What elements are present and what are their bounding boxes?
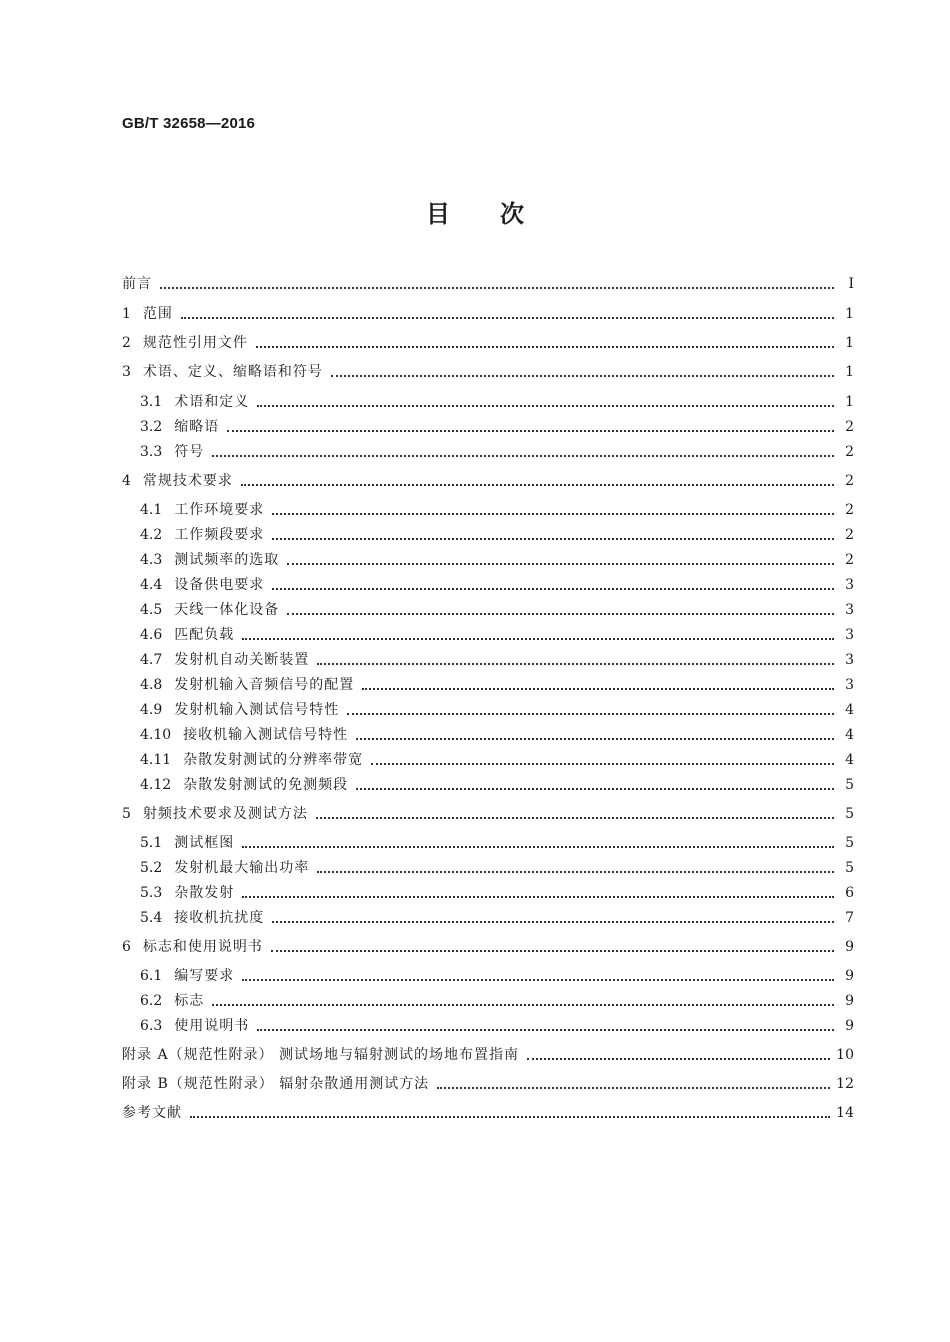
toc-entry-number: 3 xyxy=(122,364,131,380)
toc-entry[interactable] xyxy=(140,523,854,545)
toc-entry-page: 4 xyxy=(845,752,854,768)
toc-entry-page: Ⅰ xyxy=(848,276,854,292)
toc-entry-number: 5.1 xyxy=(140,835,163,851)
dot-leader xyxy=(271,944,834,952)
toc-entry-number: 4.12 xyxy=(140,777,172,793)
toc-entry-page: 4 xyxy=(845,727,854,743)
toc-entry-page: 2 xyxy=(845,527,854,543)
toc-entry-page: 3 xyxy=(845,602,854,618)
toc-entry[interactable] xyxy=(140,906,854,928)
toc-entry[interactable] xyxy=(122,360,854,382)
dot-leader xyxy=(181,311,834,319)
toc-entry-label: 常规技术要求 xyxy=(142,473,233,489)
toc-entry-number: 1 xyxy=(122,306,131,322)
toc-entry-label: 使用说明书 xyxy=(174,1018,250,1034)
dot-leader xyxy=(272,582,834,590)
toc-entry[interactable] xyxy=(122,302,854,324)
toc-entry[interactable] xyxy=(122,1072,854,1094)
dot-leader xyxy=(437,1081,830,1089)
toc-entry[interactable] xyxy=(140,723,854,745)
toc-entry-number: 4.6 xyxy=(140,627,163,643)
toc-entry-page: 2 xyxy=(845,502,854,518)
toc-entry-page: 5 xyxy=(845,806,854,822)
toc-entry-label: 接收机输入测试信号特性 xyxy=(183,727,349,743)
toc-entry-label: 标志和使用说明书 xyxy=(142,939,263,955)
toc-entry-number: 2 xyxy=(122,335,131,351)
toc-entry-label: 附录 B（规范性附录） 辐射杂散通用测试方法 xyxy=(122,1076,430,1092)
toc-entry[interactable] xyxy=(140,964,854,986)
toc-entry-page: 9 xyxy=(845,993,854,1009)
dot-leader xyxy=(257,399,834,407)
toc-entry-page: 14 xyxy=(836,1105,854,1121)
toc-entry[interactable] xyxy=(140,673,854,695)
dot-leader xyxy=(331,369,834,377)
dot-leader xyxy=(257,1023,834,1031)
toc-entry-number: 6.1 xyxy=(140,968,163,984)
toc-entry-number: 6 xyxy=(122,939,131,955)
toc-entry-number: 4.11 xyxy=(140,752,172,768)
dot-leader xyxy=(272,915,834,923)
toc-entry-label: 杂散发射 xyxy=(174,885,235,901)
dot-leader xyxy=(272,532,834,540)
dot-leader xyxy=(190,1110,830,1118)
toc-entry-number: 4.3 xyxy=(140,552,163,568)
toc-entry-page: 7 xyxy=(845,910,854,926)
toc-entry[interactable] xyxy=(122,331,854,353)
toc-entry[interactable] xyxy=(122,1043,854,1065)
toc-entry-label: 范围 xyxy=(142,306,173,322)
toc-entry[interactable] xyxy=(122,1101,854,1123)
toc-entry-label: 发射机自动关断装置 xyxy=(174,652,310,668)
toc-entry-label: 缩略语 xyxy=(174,419,220,435)
toc-entry-page: 5 xyxy=(845,835,854,851)
toc-entry-label: 射频技术要求及测试方法 xyxy=(142,806,308,822)
toc-entry[interactable] xyxy=(140,1014,854,1036)
toc-entry-label: 发射机输入音频信号的配置 xyxy=(174,677,355,693)
toc-entry[interactable] xyxy=(140,831,854,853)
toc-entry[interactable] xyxy=(140,498,854,520)
toc-entry[interactable] xyxy=(140,773,854,795)
dot-leader xyxy=(527,1052,830,1060)
toc-entry-number: 4 xyxy=(122,473,131,489)
toc-entry-label: 杂散发射测试的分辨率带宽 xyxy=(183,752,364,768)
toc-entry-label: 工作频段要求 xyxy=(174,527,265,543)
toc-entry[interactable] xyxy=(140,748,854,770)
toc-entry-number: 3.3 xyxy=(140,444,163,460)
toc-entry-page: 5 xyxy=(845,777,854,793)
toc-entry-number: 5.4 xyxy=(140,910,163,926)
toc-entry-number: 4.1 xyxy=(140,502,163,518)
toc-entry-number: 4.10 xyxy=(140,727,172,743)
dot-leader xyxy=(242,890,834,898)
toc-entry-label: 接收机抗扰度 xyxy=(174,910,265,926)
dot-leader xyxy=(242,973,834,981)
toc-entry-number: 5.3 xyxy=(140,885,163,901)
toc-entry-number: 6.2 xyxy=(140,993,163,1009)
dot-leader xyxy=(212,998,834,1006)
toc-entry-page: 5 xyxy=(845,860,854,876)
toc-entry-page: 6 xyxy=(845,885,854,901)
toc-entry-page: 2 xyxy=(845,552,854,568)
toc-entry-page: 9 xyxy=(845,939,854,955)
dot-leader xyxy=(160,281,834,289)
toc-entry-number: 6.3 xyxy=(140,1018,163,1034)
dot-leader xyxy=(272,507,834,515)
dot-leader xyxy=(371,757,834,765)
toc-entry[interactable] xyxy=(140,415,854,437)
toc-entry-label: 术语、定义、缩略语和符号 xyxy=(142,364,323,380)
toc-entry-label: 设备供电要求 xyxy=(174,577,265,593)
dot-leader xyxy=(256,340,834,348)
dot-leader xyxy=(317,865,834,873)
toc-entry[interactable] xyxy=(140,698,854,720)
standard-number: GB/T 32658—2016 xyxy=(122,115,256,132)
toc-entry[interactable] xyxy=(140,390,854,412)
toc-entry-label: 杂散发射测试的免测频段 xyxy=(183,777,349,793)
toc-entry[interactable] xyxy=(140,856,854,878)
toc-entry[interactable] xyxy=(140,598,854,620)
dot-leader xyxy=(347,707,834,715)
toc-entry[interactable] xyxy=(122,802,854,824)
toc-entry-number: 4.7 xyxy=(140,652,163,668)
toc-entry-page: 1 xyxy=(845,335,854,351)
toc-entry-page: 3 xyxy=(845,577,854,593)
toc-entry-number: 5 xyxy=(122,806,131,822)
toc-entry[interactable] xyxy=(140,623,854,645)
toc-entry-page: 1 xyxy=(845,306,854,322)
toc-entry-label: 术语和定义 xyxy=(174,394,250,410)
dot-leader xyxy=(242,632,834,640)
toc-entry-number: 4.8 xyxy=(140,677,163,693)
toc-entry-label: 发射机最大输出功率 xyxy=(174,860,310,876)
toc-entry-page: 2 xyxy=(845,473,854,489)
page-title: 目次 xyxy=(426,200,574,228)
dot-leader xyxy=(356,782,834,790)
toc-entry[interactable] xyxy=(140,440,854,462)
toc-entry[interactable] xyxy=(140,881,854,903)
toc-entry-label: 工作环境要求 xyxy=(174,502,265,518)
toc-entry-number: 3.2 xyxy=(140,419,163,435)
toc-entry-page: 9 xyxy=(845,968,854,984)
toc-entry-page: 10 xyxy=(836,1047,854,1063)
toc-entry-page: 2 xyxy=(845,444,854,460)
dot-leader xyxy=(242,840,834,848)
dot-leader xyxy=(212,449,834,457)
toc-entry[interactable] xyxy=(122,469,854,491)
toc-entry-number: 3.1 xyxy=(140,394,163,410)
toc-entry-label: 测试频率的选取 xyxy=(174,552,280,568)
dot-leader xyxy=(317,657,834,665)
toc-entry[interactable] xyxy=(140,573,854,595)
toc-entry-label: 符号 xyxy=(174,444,205,460)
toc-entry-page: 1 xyxy=(845,394,854,410)
toc-entry-page: 4 xyxy=(845,702,854,718)
dot-leader xyxy=(287,607,834,615)
toc-entry-label: 参考文献 xyxy=(122,1105,182,1121)
dot-leader xyxy=(227,424,834,432)
dot-leader xyxy=(287,557,834,565)
toc-entry-label: 前言 xyxy=(122,276,152,292)
toc-entry-page: 1 xyxy=(845,364,854,380)
toc-entry-number: 4.5 xyxy=(140,602,163,618)
toc-entry-label: 编写要求 xyxy=(174,968,235,984)
dot-leader xyxy=(316,811,834,819)
toc-entry-page: 3 xyxy=(845,627,854,643)
toc-entry-label: 规范性引用文件 xyxy=(142,335,248,351)
dot-leader xyxy=(241,478,834,486)
toc-entry[interactable] xyxy=(140,548,854,570)
toc-entry-page: 12 xyxy=(836,1076,854,1092)
toc-entry-label: 发射机输入测试信号特性 xyxy=(174,702,340,718)
toc-entry-label: 天线一体化设备 xyxy=(174,602,280,618)
toc-entry-page: 2 xyxy=(845,419,854,435)
toc-entry[interactable] xyxy=(140,989,854,1011)
toc-entry[interactable] xyxy=(122,935,854,957)
dot-leader xyxy=(362,682,834,690)
toc-entry-number: 4.4 xyxy=(140,577,163,593)
toc-entry-number: 4.2 xyxy=(140,527,163,543)
toc-entry[interactable] xyxy=(140,648,854,670)
toc-entry-label: 测试框图 xyxy=(174,835,235,851)
dot-leader xyxy=(356,732,834,740)
toc-entry-page: 3 xyxy=(845,652,854,668)
toc-entry-label: 附录 A（规范性附录） 测试场地与辐射测试的场地布置指南 xyxy=(122,1047,520,1063)
toc-entry-label: 匹配负载 xyxy=(174,627,235,643)
toc-entry[interactable] xyxy=(122,272,854,294)
toc-entry-number: 4.9 xyxy=(140,702,163,718)
toc-entry-page: 9 xyxy=(845,1018,854,1034)
toc-entry-label: 标志 xyxy=(174,993,205,1009)
toc-entry-number: 5.2 xyxy=(140,860,163,876)
toc-entry-page: 3 xyxy=(845,677,854,693)
